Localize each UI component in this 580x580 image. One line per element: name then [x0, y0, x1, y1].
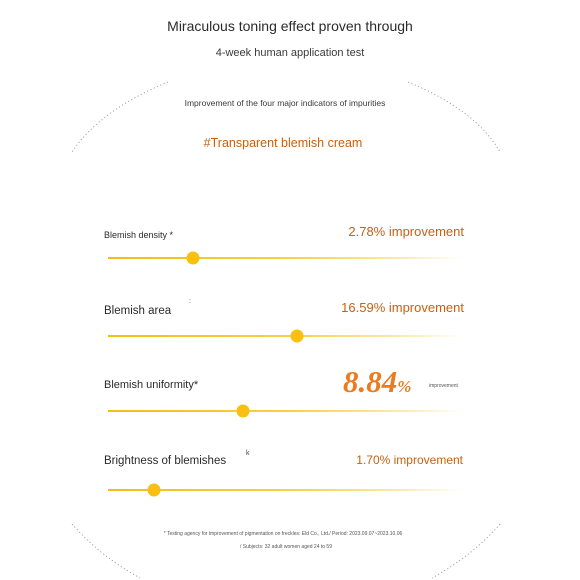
footnote-marker: : — [189, 298, 191, 305]
indicator-value-blemish-area: 16.59% improvement — [341, 300, 464, 315]
indicator-label-blemish-uniformity: Blemish uniformity* — [104, 379, 199, 391]
footnote-testing-agency: * Testing agency for improvement of pigmentation on freckles: Eld Co., Ltd./ Period: 2023.09.07~2023.10.06 — [163, 531, 403, 537]
indicator-label-blemish-area: Blemish area — [104, 305, 172, 317]
headline-line-1: Miraculous toning effect proven through — [167, 18, 413, 34]
indicator-track — [108, 257, 464, 259]
indicator-track — [108, 489, 464, 491]
indicator-value-brightness-of-blemishes: 1.70% improvement — [356, 453, 463, 467]
footnote-marker: k — [246, 450, 250, 457]
highlight-number: 8.84 — [343, 364, 398, 399]
indicator-knob — [187, 252, 200, 265]
indicator-value-blemish-density: 2.78% improvement — [348, 224, 464, 239]
headline-line-2: 4-week human application test — [215, 47, 365, 59]
indicator-knob — [148, 484, 161, 497]
footnote-subjects: / Subjects: 32 adult women aged 24 to 59 — [239, 544, 332, 550]
indicator-knob — [237, 405, 250, 418]
indicators-subtitle: Improvement of the four major indicators of impurities — [184, 98, 386, 108]
indicator-value-blemish-uniformity — [343, 364, 411, 400]
indicator-track — [108, 335, 464, 337]
indicator-label-blemish-density: Blemish density * — [104, 230, 174, 240]
indicator-knob — [290, 330, 303, 343]
indicator-track — [108, 410, 464, 412]
highlight-suffix: improvement — [429, 383, 458, 389]
highlight-percent: % — [397, 377, 412, 396]
product-hashtag: #Transparent blemish cream — [203, 136, 363, 150]
indicator-label-brightness-of-blemishes: Brightness of blemishes — [104, 455, 227, 467]
